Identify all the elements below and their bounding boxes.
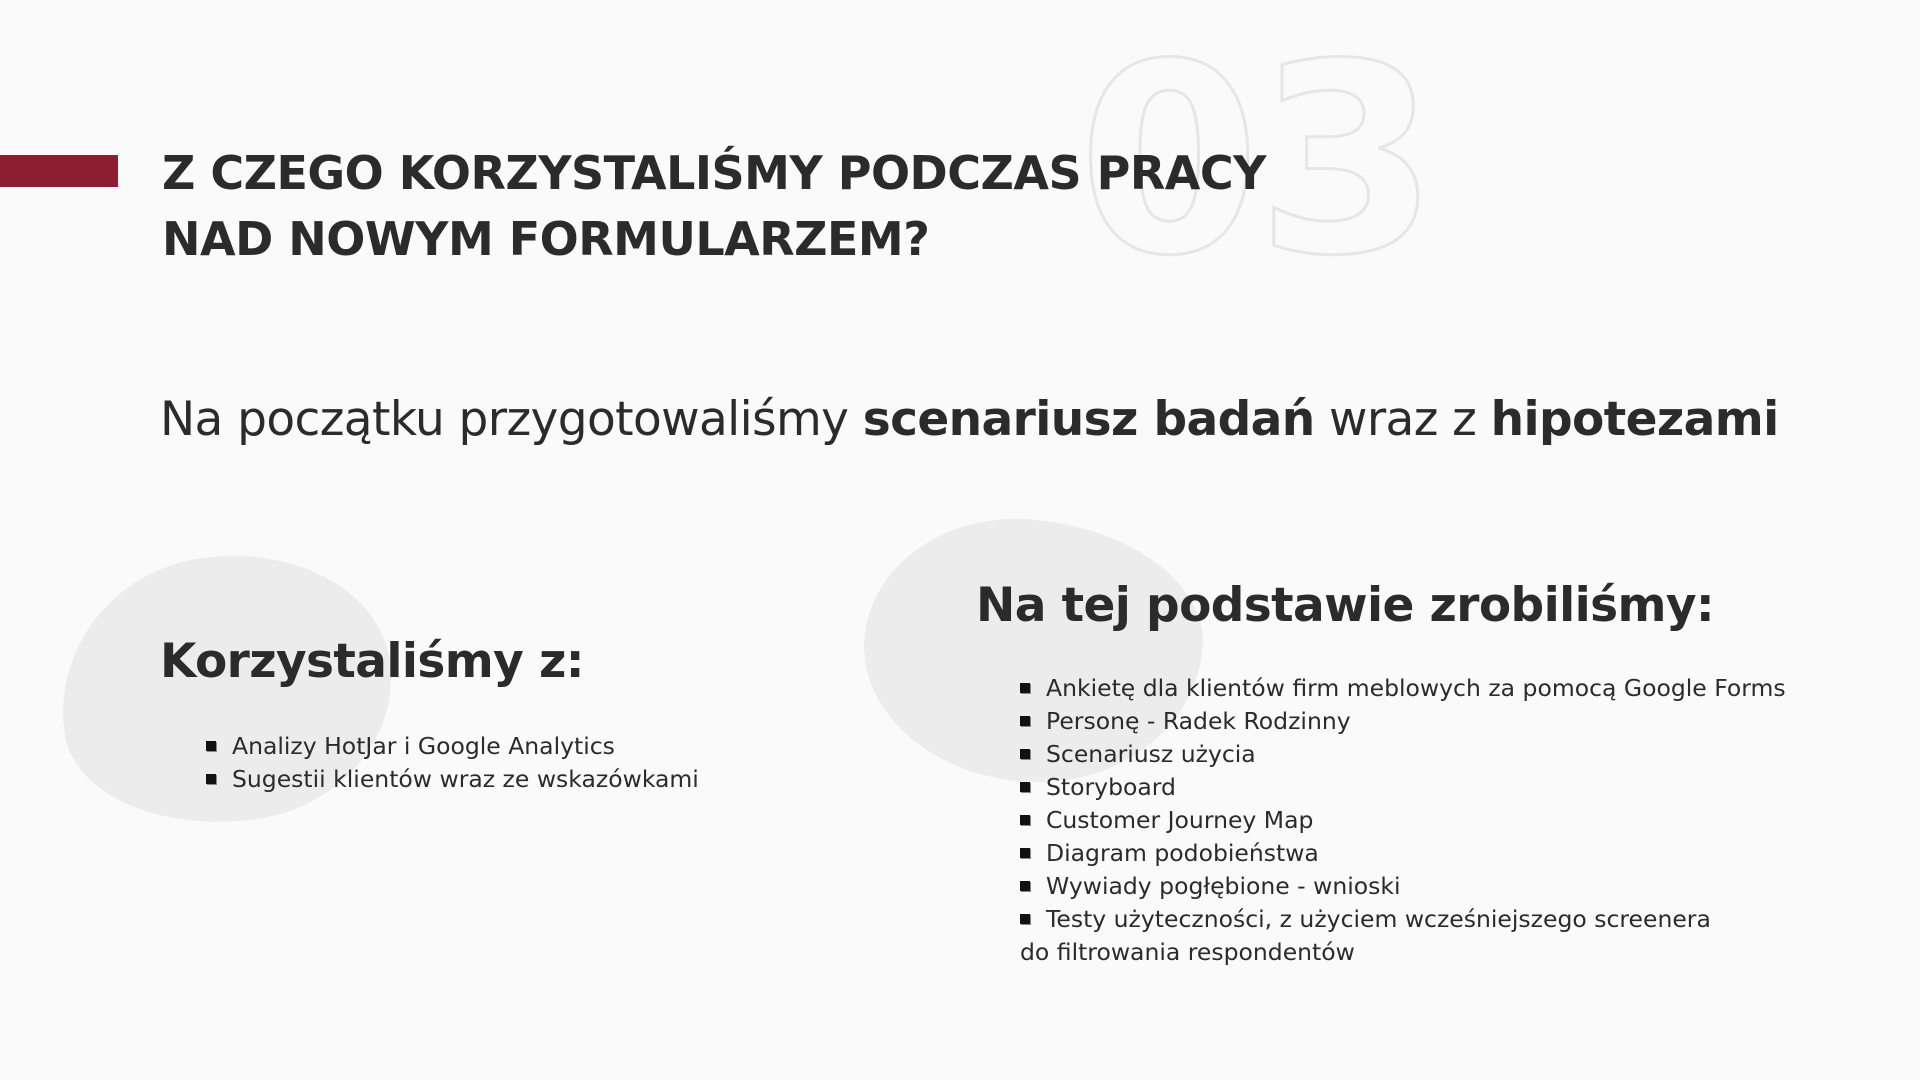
list-item-label: Customer Journey Map — [1046, 806, 1314, 834]
intro-part-2: wraz z — [1314, 392, 1491, 447]
list-item — [1020, 837, 1786, 870]
intro-text — [160, 388, 1779, 452]
slide-number: 03 — [1078, 8, 1435, 313]
square-bullet-icon — [1020, 749, 1030, 759]
list-item-label: Sugestii klientów wraz ze wskazówkami — [232, 765, 699, 793]
list-item — [1020, 738, 1786, 771]
list-item-label: Ankietę dla klientów firm meblowych za pomocą Google Forms — [1046, 674, 1786, 702]
list-item-label: Diagram podobieństwa — [1046, 839, 1319, 867]
list-item — [1020, 804, 1786, 837]
list-item-label: Storyboard — [1046, 773, 1176, 801]
list-item — [206, 730, 699, 763]
square-bullet-icon — [1020, 881, 1030, 891]
list-item — [1020, 672, 1786, 705]
square-bullet-icon — [1020, 914, 1030, 924]
list-item-label: Testy użyteczności, z użyciem wcześniejszego screenera do filtrowania respondentów — [1020, 905, 1711, 966]
list-item — [206, 763, 699, 796]
left-section-heading: Korzystaliśmy z: — [160, 634, 584, 689]
list-item-label: Personę - Radek Rodzinny — [1046, 707, 1351, 735]
square-bullet-icon — [1020, 683, 1030, 693]
title-line-1: Z CZEGO KORZYSTALIŚMY PODCZAS PRACY — [162, 146, 1266, 200]
right-section-list — [1020, 672, 1786, 969]
right-section-heading: Na tej podstawie zrobiliśmy: — [976, 578, 1715, 633]
list-item — [1020, 870, 1786, 903]
square-bullet-icon — [1020, 848, 1030, 858]
left-section-list — [206, 730, 699, 796]
square-bullet-icon — [206, 741, 216, 751]
list-item-label: Wywiady pogłębione - wnioski — [1046, 872, 1401, 900]
accent-bar — [0, 155, 118, 187]
square-bullet-icon — [1020, 815, 1030, 825]
square-bullet-icon — [1020, 782, 1030, 792]
title-line-2: NAD NOWYM FORMULARZEM? — [162, 212, 930, 266]
square-bullet-icon — [1020, 716, 1030, 726]
list-item-label: Analizy HotJar i Google Analytics — [232, 732, 615, 760]
intro-bold-2: hipotezami — [1490, 392, 1779, 447]
list-item-label: Scenariusz użycia — [1046, 740, 1256, 768]
list-item — [1020, 903, 1740, 969]
list-item — [1020, 705, 1786, 738]
intro-bold-1: scenariusz badań — [862, 392, 1315, 447]
square-bullet-icon — [206, 774, 216, 784]
list-item — [1020, 771, 1786, 804]
slide-title — [162, 140, 1266, 272]
intro-part-1: Na początku przygotowaliśmy — [160, 392, 863, 447]
